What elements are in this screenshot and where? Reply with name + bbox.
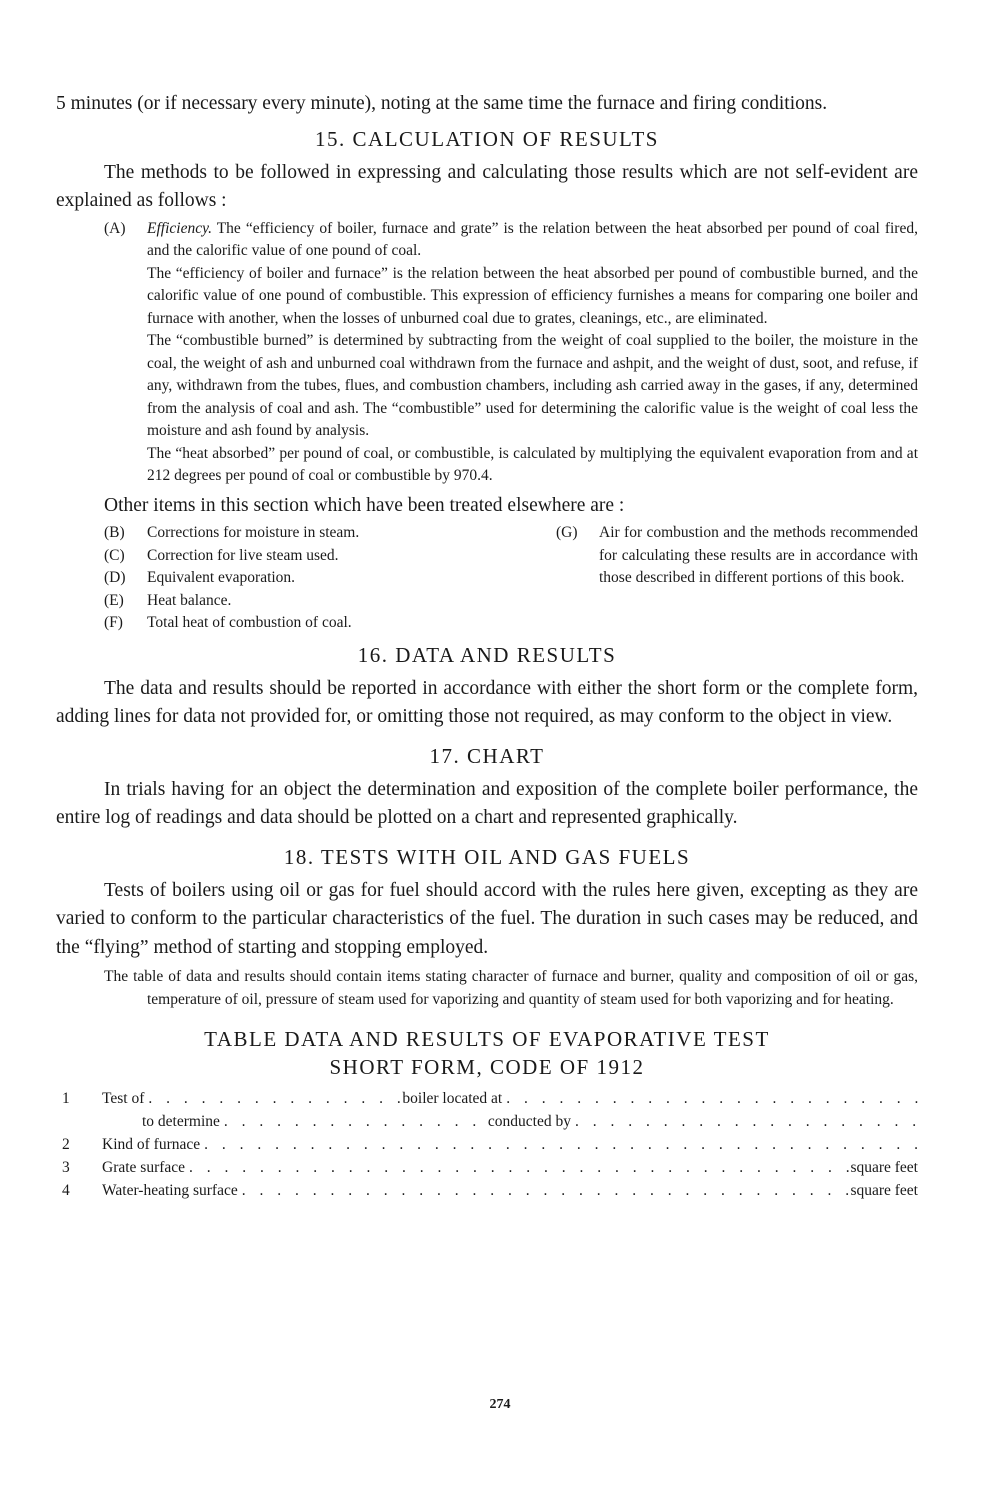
item-a-para-2: The “efficiency of boiler and furnace” is the relation between the heat absorbed per pound of combustible burned, and the calorific value of one pound of combustible. This expression of efficiency furnishes a means for comparing one boiler and furnace with another, when the losses of unburned coal due to grates, cleanings, etc., are eliminated. — [147, 264, 918, 327]
table-row: 3 Grate surface . . . square feet — [56, 1156, 918, 1179]
table-row: to determine . . . conducted by . . . — [56, 1110, 918, 1133]
page-number: 274 — [489, 1397, 511, 1412]
section-17-text: In trials having for an object the determination and exposition of the complete boiler performance, the entire log of readings and data should be plotted on a chart and represented graphically. — [56, 778, 918, 828]
item-g-mark: (G) — [556, 524, 578, 541]
table-row: 2 Kind of furnace . . . — [56, 1133, 918, 1156]
table-row: 4 Water-heating surface . . . square feet — [56, 1179, 918, 1202]
item-a-p1-text: The “efficiency of boiler, furnace and grate” is the relation between the heat absorbed per pound of coal fired, and the calorific value of one pound of coal. — [147, 219, 918, 259]
item-a-mark: (A) — [104, 219, 126, 237]
table-title-line-2: SHORT FORM, CODE OF 1912 — [329, 1055, 645, 1079]
other-items-columns — [104, 522, 918, 635]
section-15-intro: The methods to be followed in expressing and calculating those results which are not self-evident are explained as follows : — [56, 161, 918, 211]
other-items-intro: Other items in this section which have been treated elsewhere are : — [104, 494, 625, 516]
list-item: (D) Equivalent evaporation. — [104, 569, 296, 586]
section-16-text: The data and results should be reported in accordance with either the short form or the complete form, adding lines for data not provided for, or omitting those not required, as may conform to the object in view. — [56, 677, 918, 727]
table-row: 1 Test of . . . boiler located at . . . — [56, 1087, 918, 1110]
item-a-para-4: The “heat absorbed” per pound of coal, or combustible, is calculated by multiplying the equivalent evaporation from and at 212 degrees per pound of coal or combustible by 970.4. — [147, 444, 918, 484]
section-15-heading: 15. CALCULATION OF RESULTS — [315, 126, 659, 151]
table-title-line-1: TABLE DATA AND RESULTS OF EVAPORATIVE TEST — [204, 1027, 770, 1051]
intro-continuation: 5 minutes (or if necessary every minute), noting at the same time the furnace and firing conditions. — [56, 93, 828, 114]
other-items-list — [104, 522, 504, 635]
section-18-note: The table of data and results should contain items stating character of furnace and burner, quality and composition of oil or gas, temperature of oil, pressure of steam used for vaporizing and quantity of steam used for both vaporizing and for heating. — [104, 968, 918, 1008]
list-item: (F) Total heat of combustion of coal. — [104, 614, 352, 631]
section-18-heading: 18. TESTS WITH OIL AND GAS FUELS — [283, 844, 691, 869]
item-a-para-3: The “combustible burned” is determined by subtracting from the weight of coal supplied to the boiler, the moisture in the coal, the weight of ash and unburned coal withdrawn from the furnace and ashpit, and the weight of dust, soot, and refuse, if any, withdrawn from the tubes, flues, and combustion chambers, including ash carried away in the gases, if any, determined from the analysis of coal and ash. The “combustible” used for determining the calorific value is the weight of coal less the moisture and ash found by analysis. — [147, 332, 918, 439]
list-item: (C) Correction for live steam used. — [104, 546, 339, 564]
list-item: (E) Heat balance. — [104, 591, 232, 609]
item-g-text: Air for combustion and the methods recommended for calculating these results are in accordance with those described in different portions of this book. — [599, 524, 918, 586]
data-form — [56, 1087, 918, 1202]
page-content — [56, 90, 918, 1202]
section-16-heading: 16. DATA AND RESULTS — [357, 642, 617, 667]
item-a-term: Efficiency. — [147, 219, 212, 237]
section-17-heading: 17. CHART — [429, 743, 545, 768]
item-g — [556, 522, 918, 635]
item-a-para-1 — [147, 218, 918, 263]
item-a-efficiency — [104, 218, 918, 488]
list-item: (B) Corrections for moisture in steam. — [104, 524, 360, 541]
table-title — [56, 1025, 918, 1081]
section-18-text: Tests of boilers using oil or gas for fuel should accord with the rules here given, excepting as they are varied to conform to the particular characteristics of the fuel. The duration in such cases may be reduced, and the “flying” method of starting and stopping employed. — [56, 879, 918, 958]
